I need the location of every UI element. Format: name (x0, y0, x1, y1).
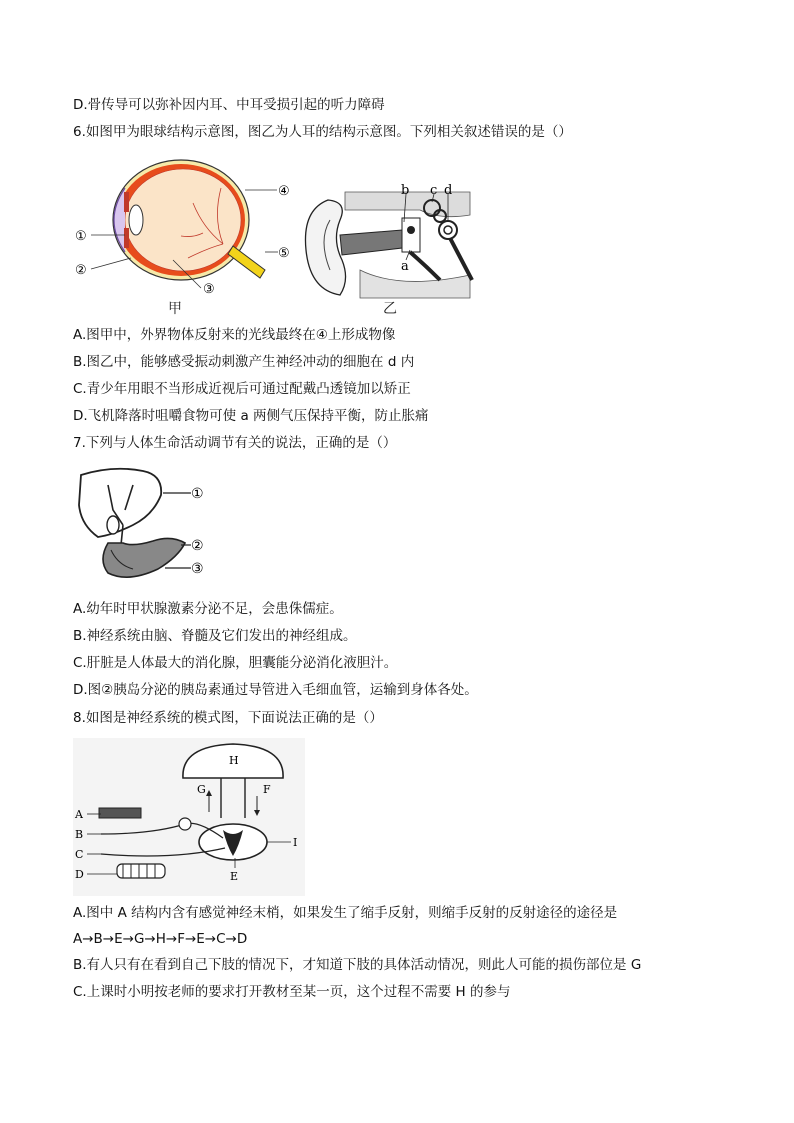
q8-stem: 8.如图是神经系统的模式图，下面说法正确的是（） (73, 710, 383, 726)
nerve-label-H: H (229, 754, 239, 767)
nervous-system-diagram (73, 738, 305, 896)
organ-label-1: ① (191, 486, 204, 502)
q6-stem: 6.如图甲为眼球结构示意图，图乙为人耳的结构示意图。下列相关叙述错误的是（） (73, 124, 572, 140)
liver-outline (79, 469, 161, 537)
q8-option-a-path: A→B→E→G→H→F→E→C→D (73, 931, 248, 947)
nerve-label-C: C (75, 848, 84, 861)
ear-middle (402, 218, 420, 252)
q6-option-a: A.图甲中，外界物体反射来的光线最终在④上形成物像 (73, 327, 396, 343)
eye-label-3: ③ (203, 282, 215, 297)
ear-label-a: a (401, 259, 409, 274)
q7-option-d: D.图②胰岛分泌的胰岛素通过导管进入毛细血管，运输到身体各处。 (73, 682, 478, 698)
receptor-skin (99, 808, 141, 818)
eye-optic-nerve (228, 246, 265, 278)
q7-stem: 7.下列与人体生命活动调节有关的说法，正确的是（） (73, 435, 397, 451)
q6-option-d: D.飞机降落时咀嚼食物可使 a 两侧气压保持平衡，防止胀痛 (73, 408, 429, 424)
q7-option-a: A.幼年时甲状腺激素分泌不足，会患侏儒症。 (73, 601, 343, 617)
q6-option-c: C.青少年用眼不当形成近视后可通过配戴凸透镜加以矫正 (73, 381, 411, 397)
nerve-label-D: D (75, 868, 84, 881)
ear-cochlea (439, 221, 457, 239)
q8-option-b: B.有人只有在看到自己下肢的情况下，才知道下肢的具体活动情况，则此人可能的损伤部位是 G (73, 957, 642, 973)
digestive-organs-diagram (73, 465, 213, 587)
ear-label-c: c (430, 183, 438, 198)
nerve-label-A: A (75, 808, 83, 821)
q6-option-b: B.图乙中，能够感受振动刺激产生神经冲动的细胞在 d 内 (73, 354, 415, 370)
ear-label-b: b (401, 183, 410, 198)
ear-diagram (300, 180, 475, 300)
q8-option-a: A.图中 A 结构内含有感觉神经末梢，如果发生了缩手反射，则缩手反射的反射途径的途径是 (73, 905, 618, 921)
eye-caption: 甲 (168, 301, 182, 317)
eye-label-1: ① (75, 229, 87, 244)
eye-label-5: ⑤ (278, 246, 290, 261)
nerve-label-I: I (293, 836, 298, 849)
q8-option-c: C.上课时小明按老师的要求打开教材至某一页，这个过程不需要 H 的参与 (73, 984, 511, 1000)
ear-eustachian-tube (410, 252, 440, 280)
ear-canal (340, 230, 402, 255)
organ-label-3: ③ (191, 561, 204, 577)
nerve-label-G: G (197, 783, 206, 796)
eye-cornea (114, 188, 125, 252)
ear-label-d: d (444, 183, 453, 198)
q5-option-d: D.骨传导可以弥补因内耳、中耳受损引起的听力障碍 (73, 97, 385, 113)
organ-label-2: ② (191, 538, 204, 554)
ear-caption: 乙 (383, 301, 397, 317)
eye-lens (129, 205, 143, 235)
nerve-label-F: F (263, 783, 271, 796)
eye-label-4: ④ (278, 184, 290, 199)
gallbladder-outline (107, 516, 119, 534)
ear-pinna (305, 200, 345, 295)
q7-option-b: B.神经系统由脑、脊髓及它们发出的神经组成。 (73, 628, 357, 644)
nerve-label-E: E (230, 870, 239, 883)
effector-muscle (117, 864, 165, 878)
eye-diagram (73, 148, 298, 316)
q7-option-c: C.肝脏是人体最大的消化腺，胆囊能分泌消化液胆汁。 (73, 655, 398, 671)
nerve-label-B: B (75, 828, 84, 841)
eye-label-2: ② (75, 263, 87, 278)
